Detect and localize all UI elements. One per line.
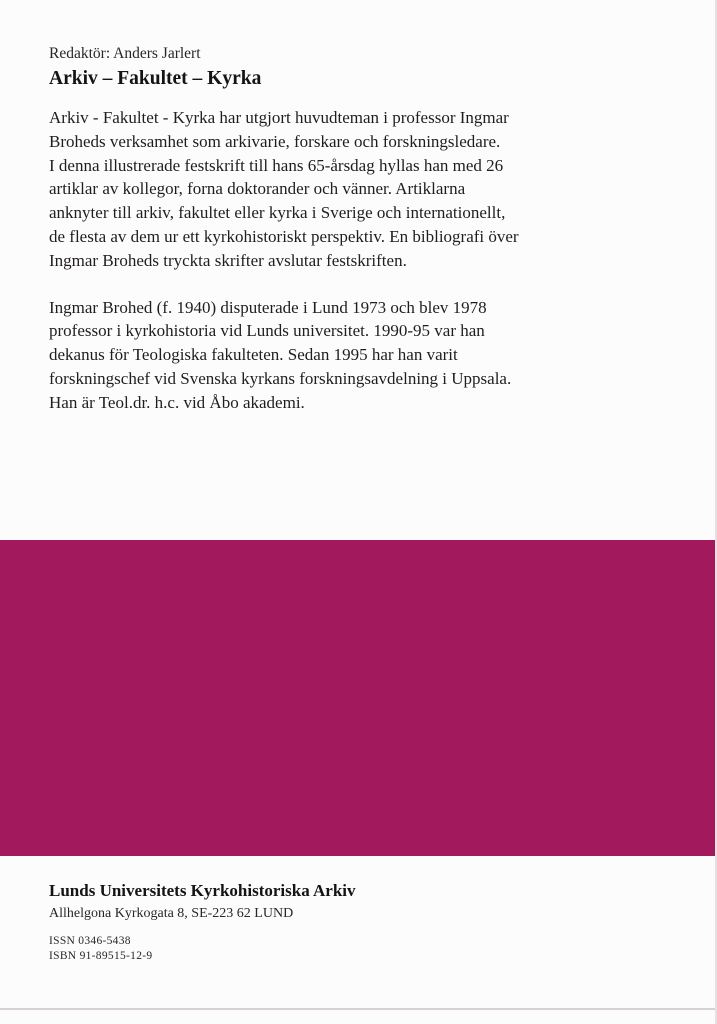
bottom-edge-line [0, 1008, 717, 1010]
publisher-name: Lunds Universitets Kyrkohistoriska Arkiv [49, 881, 356, 900]
color-band [0, 540, 717, 856]
paragraph-line: Broheds verksamhet som arkivarie, forskare och forskningsledare. [49, 131, 501, 151]
paragraph-line: professor i kyrkohistoria vid Lunds universitet. 1990-95 var han [49, 321, 485, 341]
editor-line: Redaktör: Anders Jarlert [49, 45, 201, 62]
paragraph-line: Han är Teol.dr. h.c. vid Åbo akademi. [49, 392, 305, 412]
paragraph-line: dekanus för Teologiska fakulteten. Sedan 1995 har han varit [49, 345, 458, 365]
paragraph-line: I denna illustrerade festskrift till hans 65-årsdag hyllas han med 26 [49, 155, 504, 175]
publisher-address: Allhelgona Kyrkogata 8, SE-223 62 LUND [49, 906, 294, 921]
book-title: Arkiv – Fakultet – Kyrka [49, 68, 262, 89]
paragraph-line: Ingmar Brohed (f. 1940) disputerade i Lund 1973 och blev 1978 [49, 297, 487, 317]
paragraph-line: de flesta av dem ur ett kyrkohistoriskt perspektiv. En bibliografi över [49, 226, 519, 246]
paragraph-line: anknyter till arkiv, fakultet eller kyrka i Sverige och internationellt, [49, 203, 506, 223]
paragraph-line: Ingmar Broheds tryckta skrifter avslutar festskriften. [49, 250, 407, 270]
paragraph-line: forskningschef vid Svenska kyrkans forskningsavdelning i Uppsala. [49, 368, 512, 388]
description-paragraph [49, 106, 649, 273]
paragraph-line: artiklar av kollegor, forna doktorander och vänner. Artiklarna [49, 179, 466, 199]
isbn: ISBN 91-89515-12-9 [49, 950, 153, 962]
biography-paragraph [49, 296, 649, 415]
paragraph-line: Arkiv - Fakultet - Kyrka har utgjort huvudteman i professor Ingmar [49, 108, 509, 127]
text-block [49, 44, 649, 415]
issn: ISSN 0346-5438 [49, 935, 131, 947]
identifiers [49, 934, 649, 964]
publisher-block [49, 880, 649, 964]
